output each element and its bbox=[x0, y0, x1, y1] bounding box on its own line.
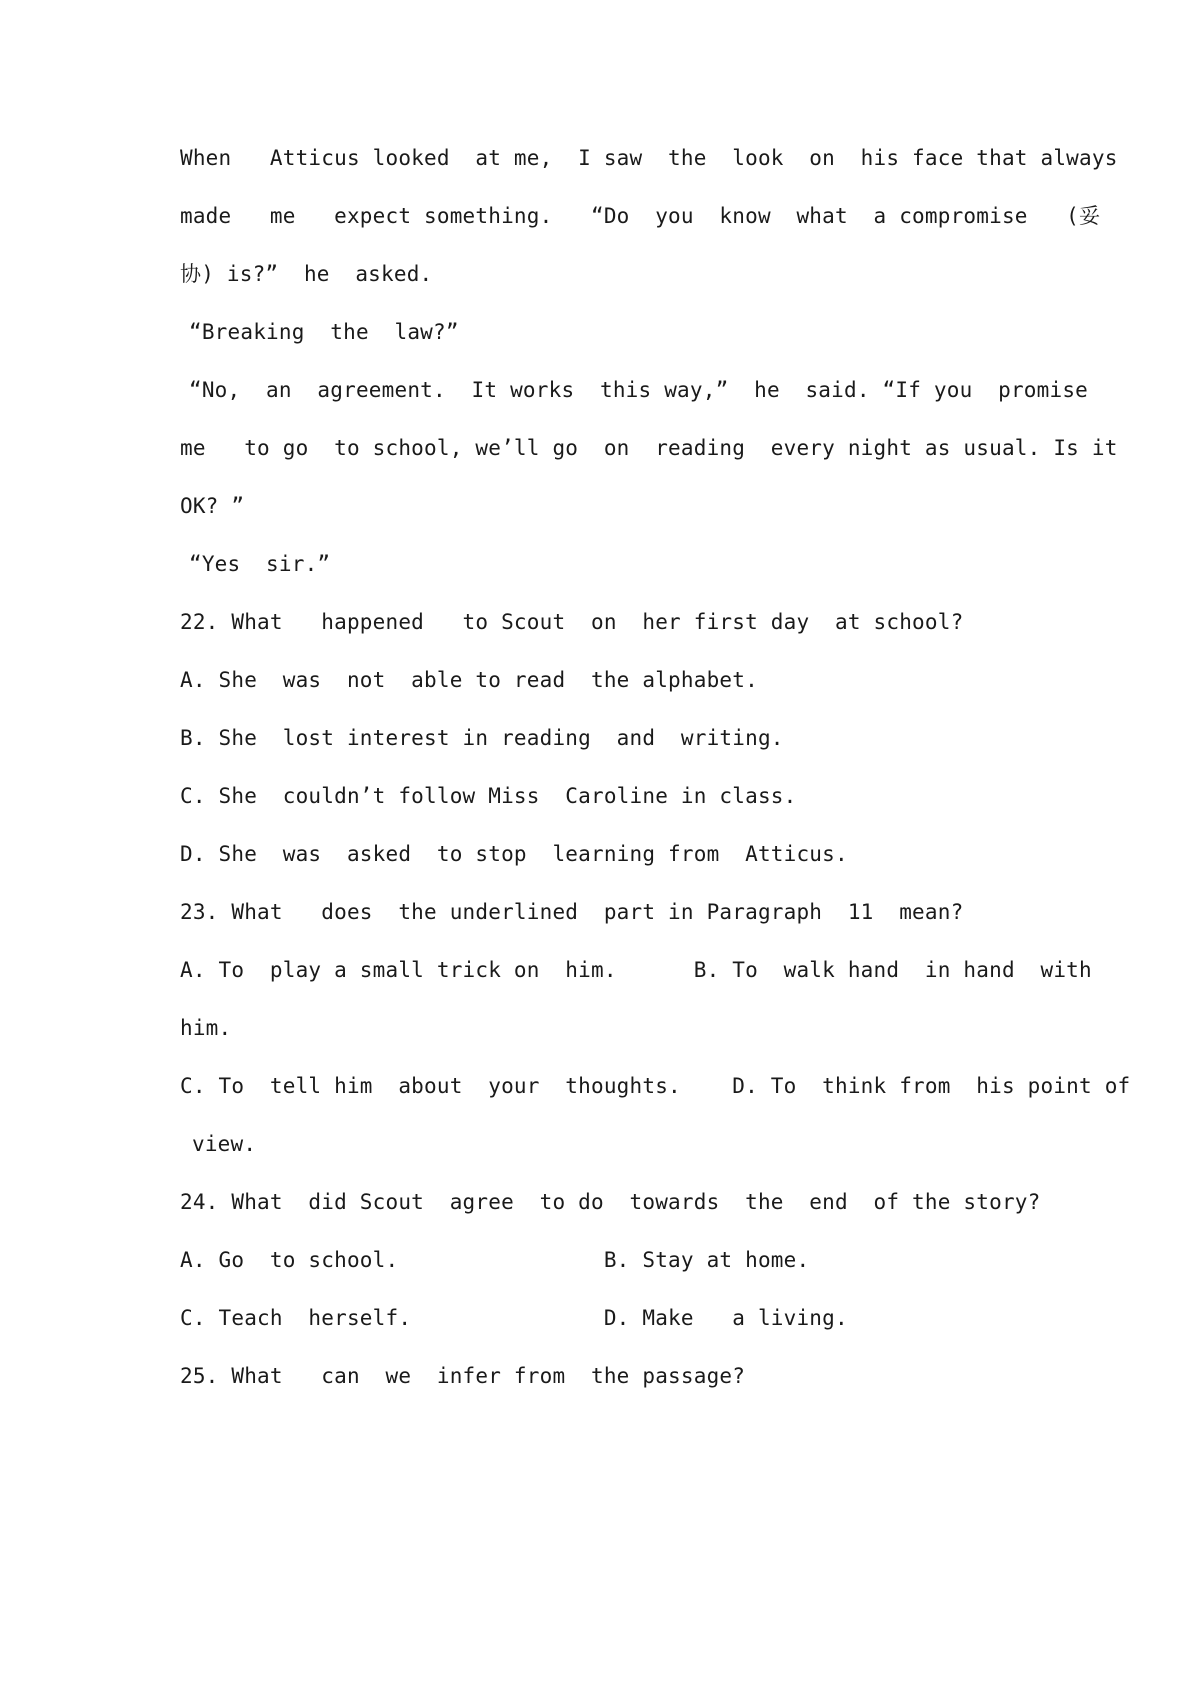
passage-line: made me expect something. “Do you know what a compromise (妥 bbox=[180, 204, 1101, 228]
passage-line: me to go to school, we’ll go on reading every night as usual. Is it bbox=[180, 436, 1118, 460]
question-stem: 22. What happened to Scout on her first day at school? bbox=[180, 610, 964, 634]
answer-option: A. She was not able to read the alphabet. bbox=[180, 668, 758, 692]
passage-line: When Atticus looked at me, I saw the look on his face that always bbox=[180, 146, 1118, 170]
passage-line: OK? ” bbox=[180, 494, 245, 518]
answer-option: C. She couldn’t follow Miss Caroline in class. bbox=[180, 784, 797, 808]
answer-option: A. To play a small trick on him. B. To walk hand in hand with bbox=[180, 958, 1092, 982]
question-stem: 24. What did Scout agree to do towards the end of the story? bbox=[180, 1190, 1041, 1214]
question-stem: 25. What can we infer from the passage? bbox=[180, 1364, 746, 1388]
answer-option: D. She was asked to stop learning from Atticus. bbox=[180, 842, 848, 866]
question-stem: 23. What does the underlined part in Paragraph 11 mean? bbox=[180, 900, 964, 924]
answer-option: B. She lost interest in reading and writing. bbox=[180, 726, 784, 750]
answer-option: him. bbox=[180, 1016, 232, 1040]
answer-option: C. To tell him about your thoughts. D. To think from his point of bbox=[180, 1074, 1131, 1098]
answer-option: A. Go to school. B. Stay at home. bbox=[180, 1248, 810, 1272]
passage-line: 协) is?” he asked. bbox=[180, 262, 433, 286]
answer-option: view. bbox=[192, 1132, 257, 1156]
answer-option: C. Teach herself. D. Make a living. bbox=[180, 1306, 848, 1330]
passage-line: “Yes sir.” bbox=[189, 552, 331, 576]
passage-line: “Breaking the law?” bbox=[189, 320, 459, 344]
passage-line: “No, an agreement. It works this way,” he said. “If you promise bbox=[189, 378, 1089, 402]
